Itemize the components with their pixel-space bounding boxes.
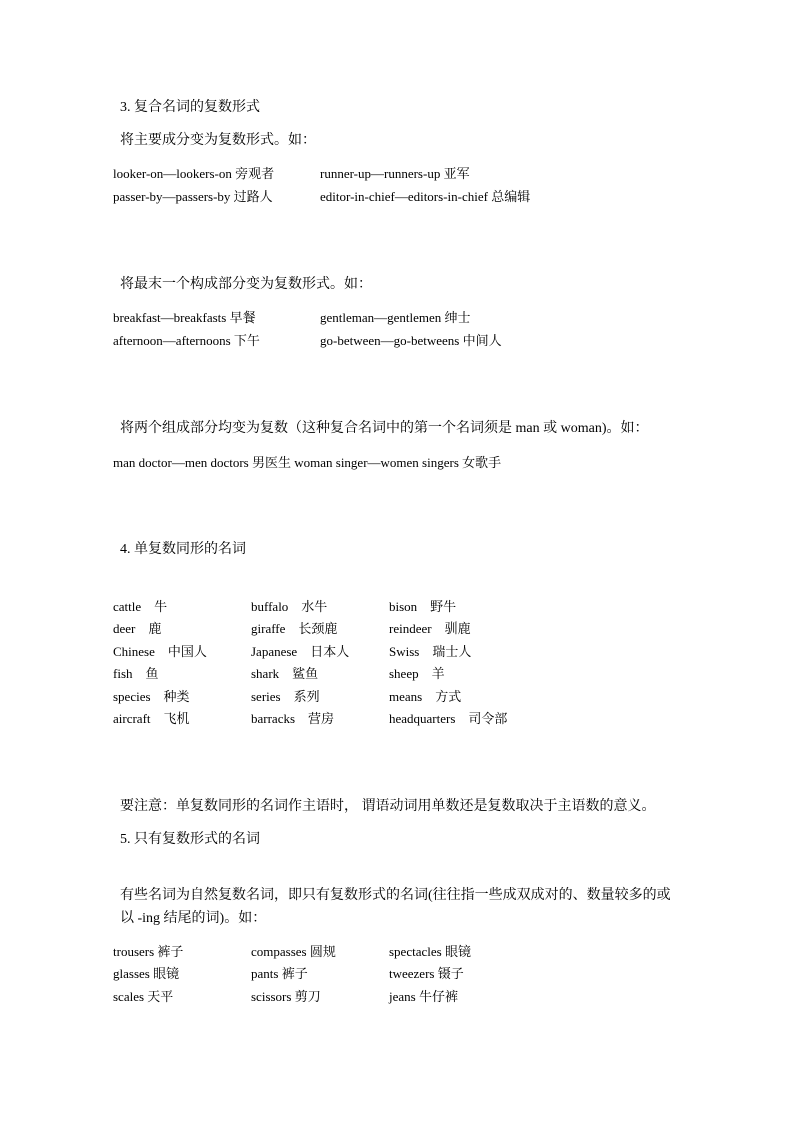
- word-item: jeans 牛仔裤: [389, 989, 458, 1004]
- section-4-heading: 4. 单复数同形的名词: [120, 542, 246, 557]
- example-item: go-between—go-betweens 中间人: [320, 333, 502, 348]
- example-item: breakfast—breakfasts 早餐: [113, 310, 256, 325]
- word-item: Swiss 瑞士人: [389, 644, 472, 659]
- section-5-intro-line-1: 有些名词为自然复数名词，即只有复数形式的名词(往往指一些成双成对的、数量较多的或: [120, 888, 671, 903]
- word-item: aircraft 飞机: [113, 711, 190, 726]
- word-item: barracks 营房: [251, 711, 335, 726]
- example-item: editor-in-chief—editors-in-chief 总编辑: [320, 189, 531, 204]
- section-5-intro-line-2: 以 -ing 结尾的词)。如：: [120, 911, 267, 926]
- word-item: sheep 羊: [389, 666, 445, 681]
- word-item: shark 鲨鱼: [251, 666, 319, 681]
- example-item: looker-on—lookers-on 旁观者: [113, 166, 275, 181]
- word-item: buffalo 水牛: [251, 599, 328, 614]
- word-item: Chinese 中国人: [113, 644, 207, 659]
- example-item: gentleman—gentlemen 绅士: [320, 310, 471, 325]
- word-item: bison 野牛: [389, 599, 457, 614]
- section-5-heading: 5. 只有复数形式的名词: [120, 832, 260, 847]
- example-line: man doctor—men doctors 男医生 woman singer—women singers 女歌手: [113, 455, 502, 470]
- example-item: afternoon—afternoons 下午: [113, 333, 260, 348]
- word-item: fish 鱼: [113, 666, 159, 681]
- word-item: Japanese 日本人: [251, 644, 350, 659]
- example-item: passer-by—passers-by 过路人: [113, 189, 273, 204]
- word-item: scissors 剪刀: [251, 989, 321, 1004]
- word-item: spectacles 眼镜: [389, 944, 471, 959]
- word-item: deer 鹿: [113, 621, 162, 636]
- word-item: glasses 眼镜: [113, 966, 180, 981]
- word-item: series 系列: [251, 689, 320, 704]
- section-4-note: 要注意：单复数同形的名词作主语时， 谓语动词用单数还是复数取决于主语数的意义。: [120, 799, 656, 814]
- section-3-heading: 3. 复合名词的复数形式: [120, 100, 260, 115]
- word-item: species 种类: [113, 689, 190, 704]
- word-item: pants 裤子: [251, 966, 308, 981]
- word-item: giraffe 长颈鹿: [251, 621, 338, 636]
- example-item: runner-up—runners-up 亚军: [320, 166, 470, 181]
- word-item: cattle 牛: [113, 599, 168, 614]
- section-3-rule-1: 将主要成分变为复数形式。如：: [120, 133, 316, 148]
- word-item: trousers 裤子: [113, 944, 184, 959]
- word-item: scales 天平: [113, 989, 174, 1004]
- section-3-rule-3: 将两个组成部分均变为复数（这种复合名词中的第一个名词须是 man 或 woman)。如：: [120, 421, 649, 436]
- word-item: tweezers 镊子: [389, 966, 464, 981]
- word-item: headquarters 司令部: [389, 711, 508, 726]
- word-item: compasses 圆规: [251, 944, 336, 959]
- word-item: reindeer 驯鹿: [389, 621, 471, 636]
- section-3-rule-2: 将最末一个构成部分变为复数形式。如：: [120, 277, 372, 292]
- word-item: means 方式: [389, 689, 462, 704]
